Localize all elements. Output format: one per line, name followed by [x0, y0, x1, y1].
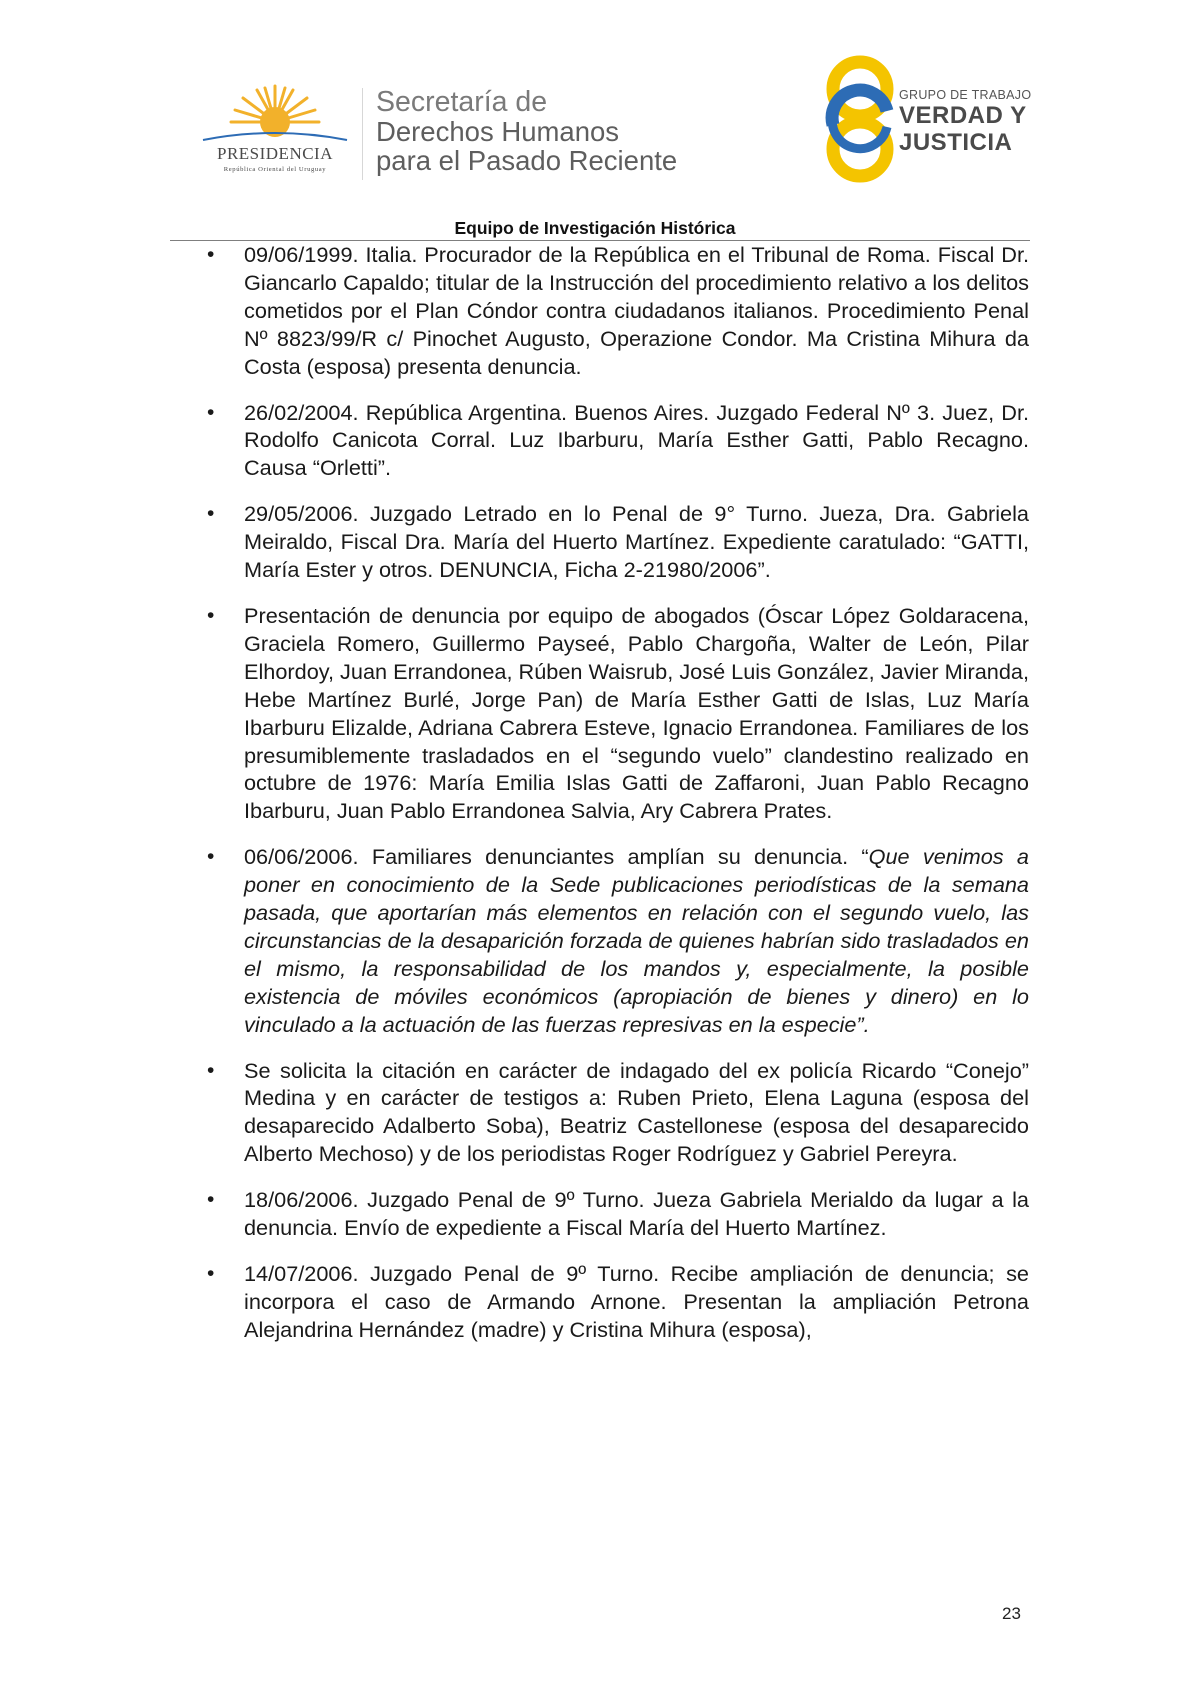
item-text: 06/06/2006. Familiares denunciantes amplían su denuncia. “ — [244, 844, 869, 870]
item-text: 26/02/2004. República Argentina. Buenos Aires. Juzgado Federal Nº 3. Juez, Dr. Rodolfo Canicota Corral. Luz Ibarburu, María Esther Gatti, Pablo Recagno. Causa “Orletti”. — [244, 399, 1029, 481]
bullet: • — [207, 1058, 215, 1082]
sun-emblem-icon — [195, 82, 355, 146]
item-text: 29/05/2006. Juzgado Letrado en lo Penal de 9° Turno. Jueza, Dra. Gabriela Meiraldo, Fiscal Dra. María del Huerto Martínez. Expediente caratulado: “GATTI, María Ester y otros. DENUNCIA, Ficha 2-21980/2006”. — [244, 501, 1029, 583]
secretaria-wordmark — [376, 88, 677, 175]
grupo-line3: JUSTICIA — [899, 129, 1013, 156]
presidencia-title: PRESIDENCIA — [216, 144, 333, 163]
presidencia-logo — [195, 82, 355, 182]
grupo-line2: VERDAD Y — [899, 102, 1027, 129]
verdad-justicia-rings-icon — [820, 55, 900, 183]
bullet: • — [207, 502, 215, 526]
presidencia-subtitle: República Oriental del Uruguay — [223, 166, 327, 173]
document-body — [207, 241, 1029, 1362]
item-text-with-quote — [244, 843, 1029, 1038]
bullet: • — [207, 1188, 215, 1212]
secretaria-line2: Derechos Humanos — [376, 116, 620, 147]
team-heading: Equipo de Investigación Histórica — [454, 218, 736, 238]
bullet: • — [207, 1262, 215, 1285]
item-text: 14/07/2006. Juzgado Penal de 9º Turno. Recibe ampliación de denuncia; se incorpora el caso de Armando Arnone. Presentan la ampliación Petrona Alejandrina Hernández (madre) y Cristina Mihura (esposa), — [244, 1261, 1029, 1342]
list-item — [207, 1186, 1029, 1242]
header-divider — [362, 88, 363, 180]
bullet: • — [207, 400, 215, 424]
bullet: • — [207, 243, 215, 266]
list-item — [207, 843, 1029, 1038]
bullet: • — [207, 603, 215, 627]
secretaria-line3: para el Pasado Reciente — [376, 145, 678, 176]
list-item — [207, 241, 1029, 381]
item-text: 18/06/2006. Juzgado Penal de 9º Turno. Jueza Gabriela Merialdo da lugar a la denuncia. Envío de expediente a Fiscal María del Huerto Martínez. — [244, 1187, 1029, 1241]
grupo-trabajo-wordmark — [899, 88, 1031, 156]
list-item — [207, 1260, 1029, 1344]
grupo-line1: GRUPO DE TRABAJO — [899, 88, 1032, 102]
list-item — [207, 1057, 1029, 1169]
page-number: 23 — [1002, 1604, 1021, 1623]
secretaria-line1: Secretaría de — [376, 86, 548, 118]
list-item — [207, 399, 1029, 483]
item-text: Presentación de denuncia por equipo de abogados (Óscar López Goldaracena, Graciela Romero, Guillermo Payseé, Pablo Chargoña, Walter de León, Pilar Elhordoy, Juan Errandonea, Rúben Waisrub, José Luis González, Javier Miranda, Hebe Martínez Burlé, Jorge Pan) de María Esther Gatti de Islas, Luz María Ibarburu Elizalde, Adriana Cabrera Esteve, Ignacio Errandonea. Familiares de los presumiblemente trasladados en el “segundo vuelo” clandestino realizado en octubre de 1976: María Emilia Islas Gatti de Zaffaroni, Juan Pablo Recagno Ibarburu, Juan Pablo Errandonea Salvia, Ary Cabrera Prates. — [244, 602, 1029, 824]
list-item — [207, 500, 1029, 584]
list-item — [207, 602, 1029, 825]
bullet: • — [207, 845, 215, 869]
item-text: Se solicita la citación en carácter de indagado del ex policía Ricardo “Conejo” Medina y en carácter de testigos a: Ruben Prieto, Elena Laguna (esposa del desaparecido Adalberto Soba), Beatriz Castellonese (esposa del desaparecido Alberto Mechoso) y de los periodistas Roger Rodríguez y Gabriel Pereyra. — [244, 1057, 1029, 1167]
item-text: 09/06/1999. Italia. Procurador de la República en el Tribunal de Roma. Fiscal Dr. Giancarlo Capaldo; titular de la Instrucción del procedimiento relativo a los delitos cometidos por el Plan Cóndor contra ciudadanos italianos. Procedimiento Penal Nº 8823/99/R c/ Pinochet Augusto, Operazione Condor. Ma Cristina Mihura da Costa (esposa) presenta denuncia. — [244, 242, 1029, 379]
item-quote: Que venimos a poner en conocimiento de la Sede publicaciones periodísticas de la semana pasada, que aportarían más elementos en relación con el segundo vuelo, las circunstancias de la desaparición forzada de quienes habrían sido trasladados en el mismo, la responsabilidad de los mandos y, especialmente, la posible existencia de móviles económicos (apropiación de bienes y dinero) en lo vinculado a la actuación de las fuerzas represivas en la especie”. — [244, 844, 1029, 1037]
